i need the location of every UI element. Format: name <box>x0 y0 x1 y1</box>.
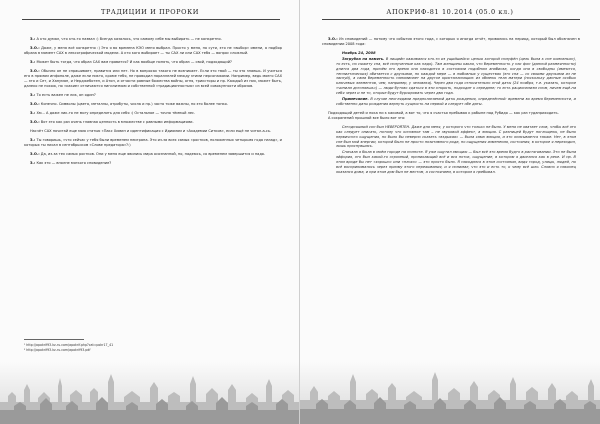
speaker-label: З.: <box>30 37 36 41</box>
speaker-label: З.: <box>30 111 36 116</box>
record-paragraph: Загрубка на память. В лищийн хаживался кто-то из ущийшейся: целью которой полуфён (цель была к сне компаньон), то есть, по сюжету сна, всё полученные как надо). Там женщины какая, что беременность у нас фон (данной размеянности) длится два года, причём это время она находится в состоянии подобном анабиоза, когда она в свободны (имеются, теплилтических) обитается с друзьями, по каждой мере — в любовных у существах (это сна — со своими друзьями из не заснуй), а сама беременность напоминает на другое кристаллизации: из обмены тела матери (поскольку данные особых ключевых элементов, чем, например, у человека). Через два года относительно этой даты (24 ноября, т.е. указать, которое «чинили догоняешь») — люди бутово сдаться в эти открыть, подходит к середине; то есть рационализм сном, ничем ещё-на себя через и не то, оторые будут бурсировать через два года. <box>336 56 576 96</box>
dream-paragraph: Сначала я была в моём городе на полноте. Я уже ощутил эмоцию — был всё это время будто в растягивании. Это не была эйфория, это был какой-то огромный, проникающий всё и вся поток, ощущение, в котором я двигался как в реке. И пр. В этом вроде бы нет «хорошо» или «плохо» — это просто было. Я находился в этом состоянии, видя город, улицы, людей, но всё воспринималось через призму этого переживания, и я понимал, что это и есть то, к чему всё шло. Словно я наконец оказался дома, и при этом дом был не местом, а состоянием, в котором я пребывал. <box>336 150 576 174</box>
paragraph-text: Насчёт САХ почитай еще мою статью «Пакс Химин и идентификация с Идиомом и «Академии Ситков», если ещё не читал-а-сь. <box>30 129 272 134</box>
footnote-2[interactable]: ² http://apokrif93.kz-ru.com/apokrif93.pdf <box>24 347 91 352</box>
right-column <box>322 37 580 176</box>
running-header-right: АПОКРИФ-81 10.2014 (05.0 кл.) <box>386 8 514 16</box>
city-skyline-decoration <box>0 362 300 424</box>
speaker-label: З.О.: <box>30 101 40 106</box>
footnotes <box>24 339 224 352</box>
paragraph-text: Как это — вполне мягкого сновидение? <box>36 161 112 166</box>
left-column <box>24 37 282 170</box>
record-paragraph: Примечание. В случае неоглядами предполагаемой даты рождения, определённой: времени во время беременности, и собственно даты рождения вернуть сущность на первой и следует обе даты. <box>336 96 576 106</box>
city-skyline-decoration <box>300 362 600 424</box>
header-rule <box>322 19 580 20</box>
speaker-label: З.О.: <box>30 120 40 125</box>
speaker-label: З.О.: <box>30 152 40 157</box>
dialogue-paragraph <box>24 152 282 157</box>
intro-paragraph <box>322 37 580 47</box>
dream-paragraph: Сегодняшний сон был НЕВЕРОЯТЕН. Даже для меня, у которого что только не было. У меня не хватает слов, чтобы всё это как следует описать, потому что основное там ‒ не звуковой эффект, а эмоция. С разницей будут поглощены, не было первичного ощущения, но было бы неверно сказать «вздыхая» — была сама эмоция, и это описывается также. Нет, в этом сне был мой энергии, которой было не просто позитивного рода, но ощущения изменения, состояния, в которое я переходил, лишь проснувшись. <box>336 124 576 149</box>
speaker-label: З.: <box>30 161 36 166</box>
dialogue-paragraph <box>24 120 282 125</box>
dialogue-paragraph <box>24 129 282 134</box>
paragraph-text: Вот это как раз очень главная ценность в множестве с равными информациями. <box>40 120 194 125</box>
paragraph-text: Конечно. Символы (цвета, металлы, атрибуты, числа и пр.) часто тоже важны, но это более тонко. <box>40 101 228 106</box>
speaker-label: З.О.: <box>30 46 40 51</box>
dialogue-paragraph <box>24 138 282 148</box>
dialogue-paragraph <box>24 93 282 98</box>
paragraph-text: То есть важен не лик, он один? <box>36 92 96 97</box>
dialogue-paragraph <box>24 69 282 89</box>
paragraph-text: Да, из-за тех самых ростков. Они у меня еще явились мира осознанной, но, надеюсь, со временем завершится и надо. <box>40 152 266 157</box>
footnote-1[interactable]: ¹ http://apokrif93.kz-ru.com/apokrif.php?cat=pokr17_41 <box>24 343 114 347</box>
dialogue-paragraph <box>24 37 282 42</box>
intro-text: Из сновидений — потому что события этого года, с которых я иногда отчёт, привались на период, который был обозначен в сновидении 2008 года: <box>322 37 580 46</box>
paragraph-text: Хм... А даже лик-то не могу определить для себя :) Остальное — точно тёмный лес. <box>36 111 196 116</box>
running-header-left: ТРАДИЦИИ И ПРОРОКИ <box>101 8 199 16</box>
speaker-label: З.О.: <box>30 69 40 74</box>
dialogue-paragraph <box>24 102 282 107</box>
dialogue-paragraph <box>24 46 282 56</box>
footnote-rule <box>24 339 84 340</box>
dialogue-paragraph <box>24 161 282 166</box>
speaker-label: З.О.: <box>328 37 338 41</box>
paragraph-text: А кто думал, что кто-то назвал :) Всегда казалось, что самому себе мы выбирать — не конкретно. <box>36 37 222 41</box>
speaker-label: З.: <box>30 138 36 143</box>
paragraph-text: Ты говоришь, «что сейчас у тебя были временем неиграна. Это из-за всех самых «ростков, положенных четырьмя года назад», и которых ты писал в сентябрьском «Слове предатора»?:) <box>24 138 282 148</box>
dialogue-paragraph <box>24 111 282 116</box>
record-date: Ноябрь 24, 2008 <box>342 50 376 55</box>
paragraph-text: Обычно он не спрашивает, нравится или нет. Но в вопросах такого не возникает. Если это твой — ты это знаешь. И учиться его в прямом инфополе, даже если никто, кроме тебя, не проводил параллелей между этими персонажами. Например, ведь моего САХ — это и Сет, и Хануман, и Нерджеботен, и Атон, и отчасти равные божества войны, огня, триксторы и пр. Каждый из них, может быть, далеко не похож, но «какие» отличаются нигилизмом и собственной «традиционностью» из всей совокупности образов. <box>24 69 282 88</box>
paragraph-text: Может быть тогда, что образ САХ вам нравится? И как вообще понять, что образ — свой, подходящий? <box>36 60 232 65</box>
body-paragraph: А сохранений прошлой все было вот это: <box>328 115 406 120</box>
right-page <box>300 0 600 424</box>
header-rule <box>22 19 280 20</box>
body-paragraph: Подходящий детей и пока ни к каковой, а вот то, что я счастья пребывая к рабыне над Рубидо — как раз тудаприходить. <box>328 110 559 115</box>
paragraph-text: Даже, у меня всё конкретно :) Это я во времена КЭО меня выбрал. Просто у меня, по сути, это не «выбор» имени, а подбор образа в момент САХ в лексографической модели. А кто кого выбирает — ты САХ ли или САХ тебя — вопрос сложный. <box>24 46 282 55</box>
dialogue-paragraph <box>24 60 282 65</box>
speaker-label: З.: <box>30 60 36 65</box>
speaker-label: З.: <box>30 92 36 97</box>
